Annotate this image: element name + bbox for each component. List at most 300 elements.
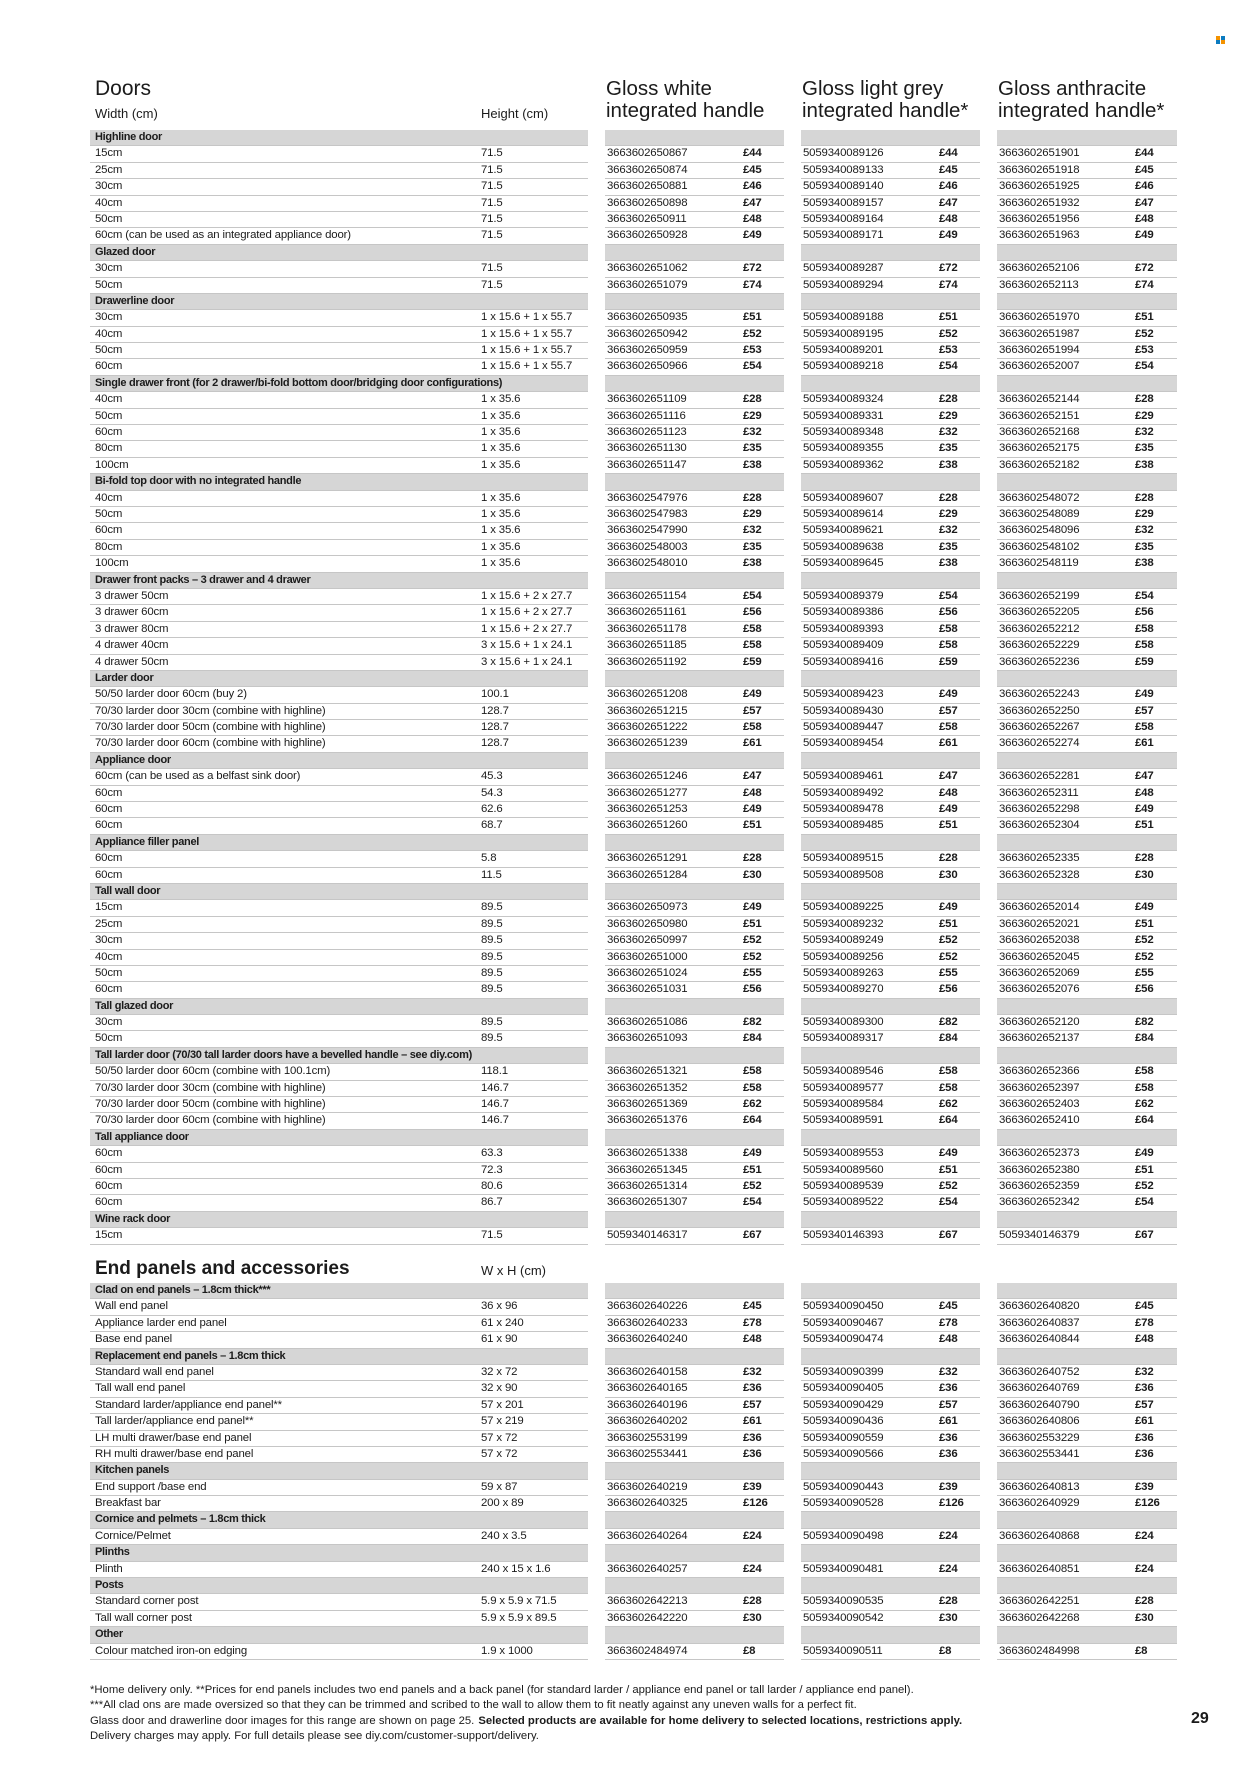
- finish-name: Gloss light grey: [802, 77, 944, 100]
- column-gap: [588, 704, 605, 720]
- finish-price-cell: [801, 1031, 980, 1047]
- price: £58: [743, 639, 762, 652]
- finish-price-cell: [801, 1398, 980, 1414]
- item-description: 50cm: [95, 966, 123, 979]
- column-gap: [784, 310, 801, 326]
- price: £51: [939, 311, 958, 324]
- column-gap: [980, 999, 997, 1015]
- table-row: [90, 1081, 1177, 1097]
- product-code: 3663602652403: [999, 1098, 1080, 1111]
- price: £52: [1135, 327, 1154, 340]
- table-row: [90, 507, 1177, 523]
- table-row: [90, 589, 1177, 605]
- section-header-row: [90, 130, 1177, 146]
- price: £38: [939, 458, 958, 471]
- product-code: 3663602652106: [999, 262, 1080, 275]
- column-gap: [784, 507, 801, 523]
- column-gap: [784, 130, 801, 146]
- price: £59: [1135, 655, 1154, 668]
- finish-price-cell: [997, 1414, 1177, 1430]
- product-code: 3663602651284: [607, 868, 688, 881]
- column-gap: [588, 1283, 605, 1299]
- price: £67: [1135, 1229, 1154, 1242]
- finish-price-cell: [801, 491, 980, 507]
- table-row: [90, 409, 1177, 425]
- section-header-row: [90, 671, 1177, 687]
- finish-header-band: [801, 1048, 980, 1064]
- column-gap: [784, 851, 801, 867]
- price: £39: [939, 1480, 958, 1493]
- item-description: 15cm: [95, 901, 123, 914]
- finish-price-cell: [605, 851, 784, 867]
- column-gap: [784, 1480, 801, 1496]
- column-gap: [588, 1299, 605, 1315]
- price: £51: [1135, 917, 1154, 930]
- item-cell: [90, 1594, 588, 1610]
- product-code: 3663602650874: [607, 163, 688, 176]
- column-gap: [784, 704, 801, 720]
- finish-price-cell: [605, 1381, 784, 1397]
- finish-header-band: [605, 1512, 784, 1528]
- product-code: 3663602547983: [607, 507, 688, 520]
- item-size: 1 x 35.6: [481, 442, 521, 455]
- column-gap: [588, 540, 605, 556]
- finish-header-band: [605, 573, 784, 589]
- finish-price-cell: [801, 1195, 980, 1211]
- column-gap: [784, 720, 801, 736]
- section-header-cell: [90, 474, 588, 490]
- column-gap: [784, 884, 801, 900]
- column-gap: [588, 1113, 605, 1129]
- column-gap: [784, 1179, 801, 1195]
- column-gap: [980, 917, 997, 933]
- product-code: 3663602652342: [999, 1196, 1080, 1209]
- column-gap: [588, 1463, 605, 1479]
- finish-price-cell: [801, 622, 980, 638]
- price: £30: [939, 868, 958, 881]
- product-code: 3663602651352: [607, 1081, 688, 1094]
- column-gap: [784, 1381, 801, 1397]
- product-code: 3663602652113: [999, 278, 1079, 291]
- column-gap: [784, 1447, 801, 1463]
- table-row: [90, 1031, 1177, 1047]
- table-row: [90, 917, 1177, 933]
- table-row: [90, 540, 1177, 556]
- finish-price-cell: [605, 1480, 784, 1496]
- price: £64: [939, 1114, 958, 1127]
- item-size: 62.6: [481, 803, 503, 816]
- item-description: 60cm: [95, 360, 123, 373]
- finish-price-cell: [997, 868, 1177, 884]
- column-gap: [980, 1496, 997, 1512]
- column-gap: [588, 1512, 605, 1528]
- column-gap: [980, 1447, 997, 1463]
- column-gap: [784, 425, 801, 441]
- column-gap: [980, 1064, 997, 1080]
- column-gap: [980, 1562, 997, 1578]
- column-gap: [784, 376, 801, 392]
- price: £29: [939, 409, 958, 422]
- price: £30: [1135, 868, 1154, 881]
- finish-header-band: [605, 835, 784, 851]
- column-gap: [784, 818, 801, 834]
- item-cell: [90, 491, 588, 507]
- column-gap: [588, 605, 605, 621]
- product-code: 3663602650881: [607, 180, 688, 193]
- table-row: [90, 736, 1177, 752]
- price: £45: [743, 163, 762, 176]
- column-gap: [588, 1195, 605, 1211]
- product-code: 3663602652212: [999, 622, 1080, 635]
- column-gap: [784, 786, 801, 802]
- column-gap: [980, 1529, 997, 1545]
- section-header-cell: [90, 671, 588, 687]
- column-gap: [588, 179, 605, 195]
- height-column-label: Height (cm): [481, 106, 549, 121]
- item-cell: [90, 818, 588, 834]
- product-code: 5059340089553: [803, 1147, 884, 1160]
- item-description: 60cm: [95, 852, 123, 865]
- price: £45: [1135, 163, 1154, 176]
- finish-price-cell: [997, 556, 1177, 572]
- item-size: 3 x 15.6 + 1 x 24.1: [481, 639, 573, 652]
- product-code: 5059340089607: [803, 491, 884, 504]
- section-title: Highline door: [95, 131, 162, 143]
- column-gap: [980, 1048, 997, 1064]
- column-gap: [980, 491, 997, 507]
- column-gap: [784, 441, 801, 457]
- column-gap: [784, 671, 801, 687]
- finish-price-cell: [801, 343, 980, 359]
- item-size: 71.5: [481, 180, 503, 193]
- price: £49: [1135, 229, 1154, 242]
- price: £49: [1135, 688, 1154, 701]
- finish-price-cell: [801, 605, 980, 621]
- finish-price-cell: [801, 1480, 980, 1496]
- price: £30: [1135, 1611, 1154, 1624]
- product-code: 3663602640790: [999, 1398, 1080, 1411]
- table-row: [90, 1594, 1177, 1610]
- finish-price-cell: [605, 589, 784, 605]
- item-size: 1 x 15.6 + 2 x 27.7: [481, 622, 573, 635]
- finish-price-cell: [605, 605, 784, 621]
- column-gap: [588, 163, 605, 179]
- item-cell: [90, 228, 588, 244]
- product-code: 5059340089560: [803, 1163, 884, 1176]
- item-size: 57 x 72: [481, 1447, 518, 1460]
- item-cell: [90, 802, 588, 818]
- section-header-cell: [90, 1048, 588, 1064]
- product-code: 3663602650911: [607, 212, 687, 225]
- section-title: Appliance door: [95, 753, 171, 766]
- item-description: 40cm: [95, 393, 123, 406]
- price: £32: [939, 426, 958, 439]
- product-code: 5059340089393: [803, 622, 884, 635]
- section-header-row: [90, 376, 1177, 392]
- product-code: 5059340090443: [803, 1480, 884, 1493]
- price: £49: [939, 688, 958, 701]
- finish-price-cell: [605, 1316, 784, 1332]
- finish-price-cell: [605, 327, 784, 343]
- product-code: 3663602652199: [999, 589, 1080, 602]
- column-gap: [784, 1644, 801, 1660]
- product-code: 3663602651093: [607, 1032, 688, 1045]
- product-code: 5059340089430: [803, 704, 884, 717]
- table-row: [90, 146, 1177, 162]
- finish-price-cell: [997, 310, 1177, 326]
- item-size: 1 x 35.6: [481, 426, 521, 439]
- item-size: 128.7: [481, 721, 509, 734]
- finish-header-band: [801, 376, 980, 392]
- finish-header-band: [997, 245, 1177, 261]
- table-row: [90, 163, 1177, 179]
- table-row: [90, 278, 1177, 294]
- finish-price-cell: [605, 1064, 784, 1080]
- column-gap: [588, 491, 605, 507]
- section-header-row: [90, 474, 1177, 490]
- product-code: 5059340090429: [803, 1398, 884, 1411]
- table-row: [90, 1529, 1177, 1545]
- column-gap: [980, 1414, 997, 1430]
- finish-price-cell: [801, 1228, 980, 1244]
- column-gap: [980, 966, 997, 982]
- product-code: 3663602652038: [999, 934, 1080, 947]
- column-gap: [588, 392, 605, 408]
- finish-header-band: [801, 884, 980, 900]
- finish-header-band: [605, 999, 784, 1015]
- column-gap: [784, 1332, 801, 1348]
- finish-price-cell: [605, 1594, 784, 1610]
- column-gap: [784, 655, 801, 671]
- column-gap: [588, 1578, 605, 1594]
- finish-price-cell: [997, 540, 1177, 556]
- item-description: Plinth: [95, 1562, 123, 1575]
- item-size: 128.7: [481, 704, 509, 717]
- finish-price-cell: [997, 851, 1177, 867]
- finish-price-cell: [801, 540, 980, 556]
- finish-header-band: [605, 474, 784, 490]
- item-size: 1 x 35.6: [481, 491, 521, 504]
- product-code: 3663602652298: [999, 803, 1080, 816]
- product-code: 5059340089324: [803, 393, 884, 406]
- item-cell: [90, 163, 588, 179]
- finish-price-cell: [801, 1015, 980, 1031]
- finish-price-cell: [997, 1381, 1177, 1397]
- product-code: 5059340089515: [803, 852, 884, 865]
- item-cell: [90, 1611, 588, 1627]
- column-gap: [588, 376, 605, 392]
- item-description: 60cm: [95, 1180, 123, 1192]
- item-cell: [90, 359, 588, 375]
- column-gap: [784, 835, 801, 851]
- table-row: [90, 687, 1177, 703]
- finish-price-cell: [801, 900, 980, 916]
- price: £51: [939, 917, 958, 930]
- product-code: 3663602640769: [999, 1382, 1080, 1395]
- price: £67: [939, 1229, 958, 1242]
- item-cell: [90, 146, 588, 162]
- column-gap: [588, 1015, 605, 1031]
- price: £53: [939, 344, 958, 357]
- finish-price-cell: [801, 655, 980, 671]
- item-cell: [90, 900, 588, 916]
- column-gap: [784, 212, 801, 228]
- finish-header-band: [801, 573, 980, 589]
- price: £57: [1135, 704, 1154, 717]
- price: £62: [1135, 1098, 1154, 1111]
- price: £51: [743, 917, 762, 930]
- finish-header-band: [997, 1048, 1177, 1064]
- item-size: 32 x 72: [481, 1365, 518, 1378]
- column-gap: [588, 917, 605, 933]
- table-row: [90, 818, 1177, 834]
- product-code: 5059340089294: [803, 278, 884, 291]
- finish-price-cell: [801, 1447, 980, 1463]
- price: £82: [1135, 1016, 1154, 1029]
- price: £46: [939, 180, 958, 193]
- price: £58: [939, 639, 958, 652]
- finish-price-cell: [997, 1113, 1177, 1129]
- item-description: Colour matched iron-on edging: [95, 1644, 248, 1657]
- column-gap: [588, 1228, 605, 1244]
- column-gap: [980, 146, 997, 162]
- item-size: 240 x 3.5: [481, 1529, 527, 1542]
- item-description: 25cm: [95, 917, 123, 930]
- column-gap: [588, 1480, 605, 1496]
- finish-header-band: [997, 835, 1177, 851]
- table-row: [90, 966, 1177, 982]
- table-row: [90, 1398, 1177, 1414]
- table-row: [90, 1562, 1177, 1578]
- finish-price-cell: [605, 966, 784, 982]
- item-size: 61 x 90: [481, 1333, 518, 1346]
- product-code: 3663602651086: [607, 1016, 688, 1029]
- item-size: 80.6: [481, 1180, 503, 1192]
- product-code: 5059340089355: [803, 442, 884, 455]
- item-size: 68.7: [481, 819, 503, 832]
- section-header-row: [90, 245, 1177, 261]
- column-gap: [588, 1447, 605, 1463]
- finish-price-cell: [801, 818, 980, 834]
- table-row: [90, 1163, 1177, 1179]
- column-gap: [588, 1627, 605, 1643]
- price: £49: [743, 688, 762, 701]
- price: £35: [743, 540, 762, 553]
- column-gap: [588, 1545, 605, 1561]
- product-code: 5059340089317: [803, 1032, 884, 1045]
- price: £24: [1135, 1529, 1154, 1542]
- section-header-cell: [90, 573, 588, 589]
- item-description: Base end panel: [95, 1333, 173, 1346]
- column-gap: [784, 589, 801, 605]
- product-code: 3663602652335: [999, 852, 1080, 865]
- item-description: 60cm: [95, 1163, 123, 1176]
- product-code: 5059340089164: [803, 212, 884, 225]
- price: £54: [1135, 589, 1154, 602]
- finish-price-cell: [605, 540, 784, 556]
- column-gap: [980, 1316, 997, 1332]
- item-cell: [90, 1179, 588, 1195]
- product-code: 3663602651956: [999, 212, 1080, 225]
- finish-price-cell: [997, 1081, 1177, 1097]
- price: £61: [939, 1415, 958, 1428]
- price: £61: [743, 737, 762, 750]
- product-code: 3663602651253: [607, 803, 688, 816]
- item-description: 60cm: [95, 983, 123, 996]
- section-title: Drawer front packs – 3 drawer and 4 drawer: [95, 573, 311, 586]
- item-size: 146.7: [481, 1098, 509, 1111]
- column-gap: [588, 261, 605, 277]
- product-code: 3663602642268: [999, 1611, 1080, 1624]
- column-gap: [588, 655, 605, 671]
- finish-price-cell: [801, 1529, 980, 1545]
- item-description: 50/50 larder door 60cm (buy 2): [95, 688, 247, 701]
- finish-header-band: [605, 753, 784, 769]
- price: £36: [1135, 1382, 1154, 1395]
- product-code: 3663602640219: [607, 1480, 688, 1493]
- price: £55: [939, 966, 958, 979]
- product-code: 3663602640158: [607, 1365, 688, 1378]
- finish-header-band: [997, 573, 1177, 589]
- column-gap: [588, 278, 605, 294]
- price: £28: [939, 1595, 958, 1608]
- column-gap: [588, 622, 605, 638]
- finish-price-cell: [801, 1644, 980, 1660]
- table-row: [90, 523, 1177, 539]
- column-gap: [588, 1212, 605, 1228]
- item-cell: [90, 212, 588, 228]
- item-cell: [90, 1496, 588, 1512]
- item-cell: [90, 1146, 588, 1162]
- column-gap: [784, 1113, 801, 1129]
- column-gap: [980, 1228, 997, 1244]
- finish-header-gloss-light-grey: [802, 78, 968, 122]
- price: £55: [1135, 966, 1154, 979]
- column-gap: [784, 769, 801, 785]
- item-cell: [90, 507, 588, 523]
- column-gap: [588, 1529, 605, 1545]
- product-code: 3663602651024: [607, 966, 688, 979]
- price: £61: [939, 737, 958, 750]
- finish-price-cell: [801, 1097, 980, 1113]
- product-code: 5059340089249: [803, 934, 884, 947]
- finish-price-cell: [997, 1447, 1177, 1463]
- finish-price-cell: [605, 1414, 784, 1430]
- section-header-cell: [90, 130, 588, 146]
- price: £47: [939, 770, 958, 783]
- price: £84: [743, 1032, 762, 1045]
- finish-price-cell: [997, 1431, 1177, 1447]
- product-code: 5059340089270: [803, 983, 884, 996]
- price: £53: [1135, 344, 1154, 357]
- finish-price-cell: [605, 868, 784, 884]
- item-cell: [90, 1031, 588, 1047]
- column-gap: [784, 1529, 801, 1545]
- product-code: 5059340089225: [803, 901, 884, 914]
- price: £8: [743, 1644, 756, 1657]
- item-cell: [90, 1299, 588, 1315]
- product-code: 5059340089348: [803, 426, 884, 439]
- section-header-cell: [90, 1627, 588, 1643]
- finish-price-cell: [605, 425, 784, 441]
- finish-header-band: [605, 1048, 784, 1064]
- product-code: 3663602652373: [999, 1147, 1080, 1160]
- column-gap: [980, 1031, 997, 1047]
- item-description: 30cm: [95, 180, 123, 193]
- finish-header-band: [801, 1578, 980, 1594]
- column-gap: [588, 458, 605, 474]
- product-code: 5059340089362: [803, 458, 884, 471]
